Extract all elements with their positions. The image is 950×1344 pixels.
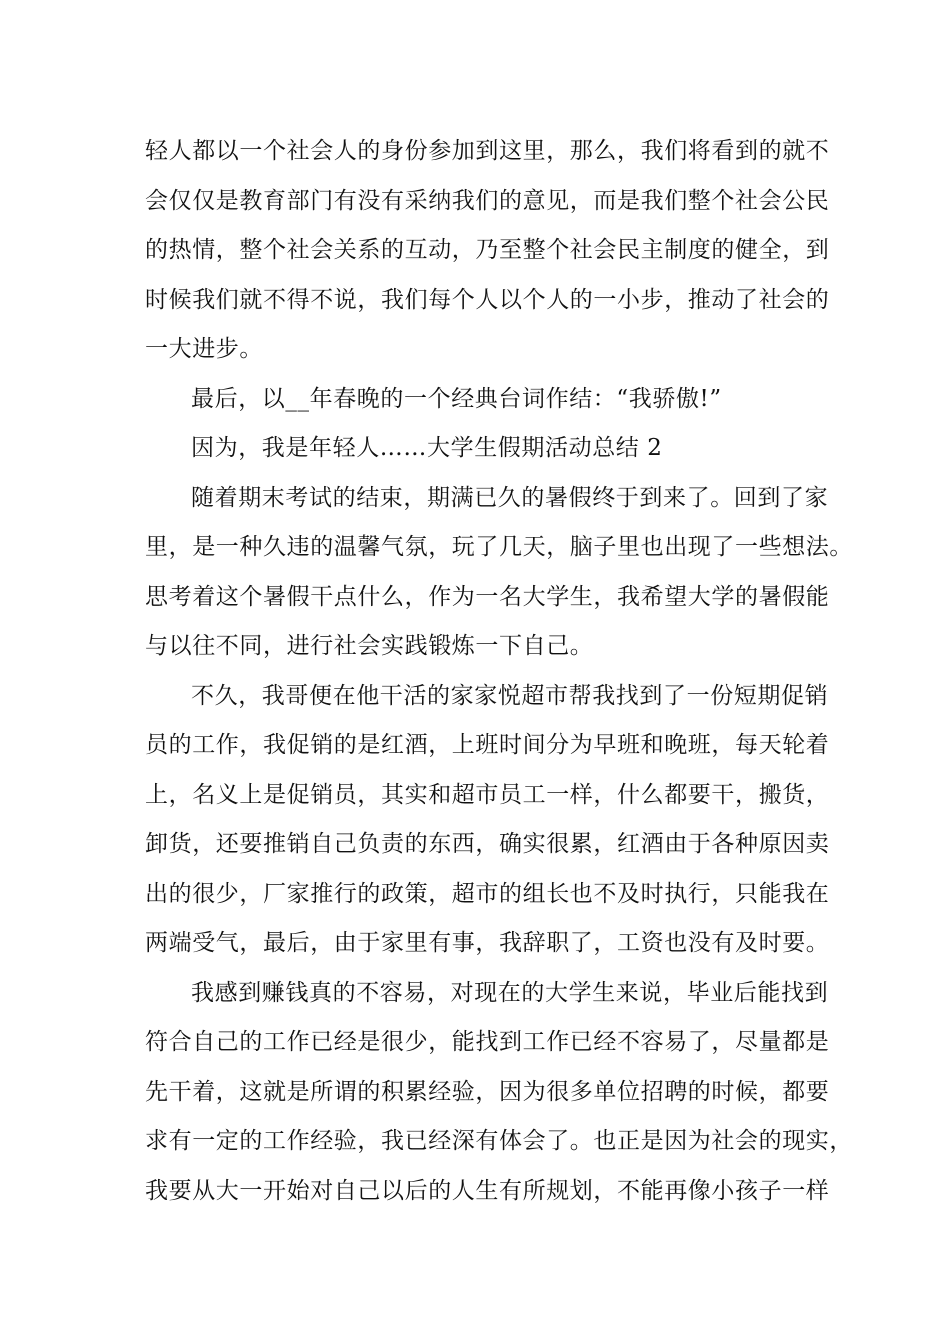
text-line: 最后，以__年春晚的一个经典台词作结：“我骄傲!”	[191, 385, 722, 412]
text-line: 因为，我是年轻人……大学生假期活动总结 2	[191, 435, 663, 461]
text-line: 会仅仅是教育部门有没有采纳我们的意见，而是我们整个社会公民	[145, 187, 830, 214]
text-line: 一大进步。	[145, 336, 263, 362]
text-line: 员的工作，我促销的是红酒，上班时间分为早班和晚班，每天轮着	[145, 732, 830, 758]
text-line: 不久，我哥便在他干活的家家悦超市帮我找到了一份短期促销	[191, 682, 829, 709]
text-line: 出的很少，厂家推行的政策，超市的组长也不及时执行，只能我在	[145, 880, 830, 907]
text-line: 卸货，还要推销自己负责的东西，确实很累，红酒由于各种原因卖	[145, 831, 830, 857]
text-line: 的热情，整个社会关系的互动，乃至整个社会民主制度的健全，到	[145, 237, 830, 263]
document-body	[145, 127, 853, 1216]
text-line: 轻人都以一个社会人的身份参加到这里，那么，我们将看到的就不	[145, 138, 830, 164]
text-line: 思考着这个暑假干点什么，作为一名大学生，我希望大学的暑假能	[145, 583, 830, 610]
text-line: 先干着，这就是所谓的积累经验，因为很多单位招聘的时候，都要	[145, 1078, 830, 1105]
text-line: 符合自己的工作已经是很少，能找到工作已经不容易了，尽量都是	[145, 1029, 830, 1055]
text-line: 与以往不同，进行社会实践锻炼一下自己。	[145, 633, 594, 659]
text-line: 随着期末考试的结束，期满已久的暑假终于到来了。回到了家	[191, 484, 829, 511]
text-line: 上，名义上是促销员，其实和超市员工一样，什么都要干，搬货，	[145, 781, 830, 808]
text-line: 我要从大一开始对自己以后的人生有所规划，不能再像小孩子一样	[145, 1177, 830, 1204]
text-line: 求有一定的工作经验，我已经深有体会了。也正是因为社会的现实，	[145, 1128, 853, 1154]
text-line: 里，是一种久违的温馨气氛，玩了几天，脑子里也出现了一些想法。	[145, 534, 853, 560]
text-line: 时候我们就不得不说，我们每个人以个人的一小步，推动了社会的	[145, 286, 830, 313]
text-line: 我感到赚钱真的不容易，对现在的大学生来说，毕业后能找到	[191, 979, 829, 1006]
text-line: 两端受气，最后，由于家里有事，我辞职了，工资也没有及时要。	[145, 930, 830, 956]
